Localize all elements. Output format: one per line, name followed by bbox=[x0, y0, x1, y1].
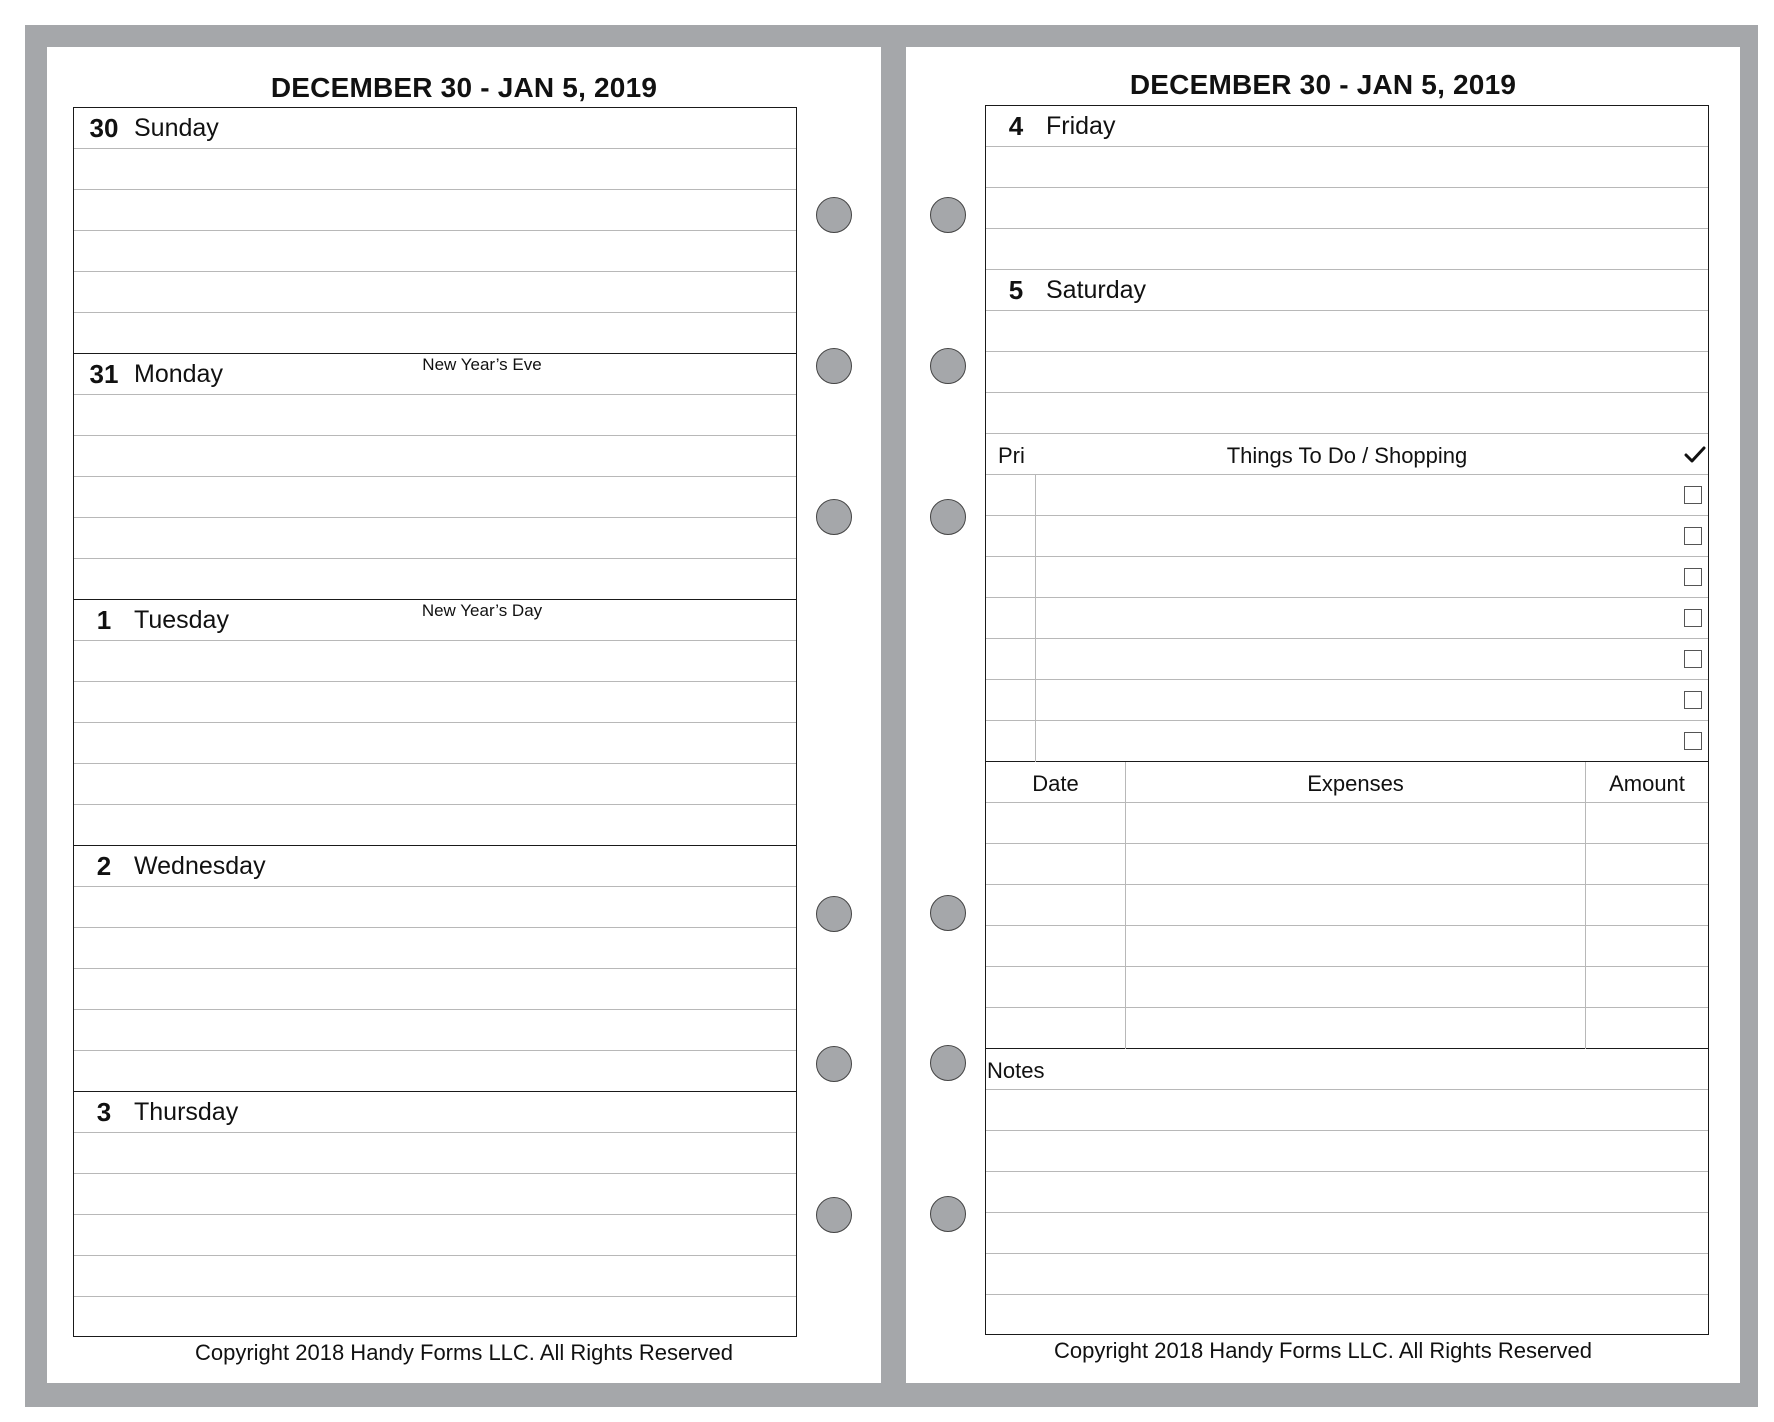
day-header bbox=[986, 106, 1708, 147]
todo-header bbox=[986, 434, 1708, 475]
right-section-grid bbox=[985, 105, 1709, 1335]
notes-line[interactable] bbox=[986, 1090, 1708, 1131]
writing-line bbox=[74, 272, 796, 313]
binder-hole-icon bbox=[816, 1197, 852, 1233]
checkbox-icon[interactable] bbox=[1684, 691, 1702, 709]
day-number: 1 bbox=[96, 604, 112, 635]
day-block-thursday bbox=[74, 1092, 796, 1338]
writing-line bbox=[74, 1215, 796, 1256]
todo-row bbox=[986, 516, 1708, 557]
day-number: 4 bbox=[1008, 110, 1024, 141]
writing-line bbox=[986, 147, 1708, 188]
amount-cell[interactable] bbox=[1586, 1008, 1708, 1049]
amount-column-header: Amount bbox=[1609, 771, 1685, 796]
date-cell[interactable] bbox=[986, 885, 1126, 925]
writing-line bbox=[74, 805, 796, 846]
binder-hole-icon bbox=[930, 348, 966, 384]
day-header bbox=[74, 846, 796, 887]
date-cell[interactable] bbox=[986, 844, 1126, 884]
writing-line bbox=[74, 723, 796, 764]
expense-cell[interactable] bbox=[1126, 885, 1586, 925]
binder-hole-icon bbox=[816, 896, 852, 932]
day-header bbox=[986, 270, 1708, 311]
day-block-wednesday bbox=[74, 846, 796, 1092]
todo-title: Things To Do / Shopping bbox=[1226, 443, 1468, 468]
day-number: 5 bbox=[1008, 274, 1024, 305]
checkbox-icon[interactable] bbox=[1684, 609, 1702, 627]
todo-row bbox=[986, 557, 1708, 598]
expense-cell[interactable] bbox=[1126, 844, 1586, 884]
expense-row bbox=[986, 1008, 1708, 1049]
writing-line bbox=[74, 969, 796, 1010]
amount-cell[interactable] bbox=[1586, 803, 1708, 843]
binder-hole-icon bbox=[930, 1045, 966, 1081]
writing-line bbox=[74, 190, 796, 231]
writing-line bbox=[74, 1133, 796, 1174]
priority-cell[interactable] bbox=[986, 639, 1036, 679]
writing-line bbox=[74, 641, 796, 682]
day-block-monday bbox=[74, 354, 796, 600]
day-header bbox=[74, 354, 796, 395]
day-header bbox=[74, 1092, 796, 1133]
date-cell[interactable] bbox=[986, 926, 1126, 966]
writing-line bbox=[74, 764, 796, 805]
writing-line bbox=[74, 928, 796, 969]
amount-cell[interactable] bbox=[1586, 926, 1708, 966]
writing-line bbox=[986, 229, 1708, 270]
expense-cell[interactable] bbox=[1126, 1008, 1586, 1049]
amount-cell[interactable] bbox=[1586, 885, 1708, 925]
priority-cell[interactable] bbox=[986, 598, 1036, 638]
day-name: Wednesday bbox=[134, 851, 266, 880]
todo-row bbox=[986, 680, 1708, 721]
notes-line[interactable] bbox=[986, 1295, 1708, 1336]
priority-cell[interactable] bbox=[986, 557, 1036, 597]
writing-line bbox=[74, 313, 796, 354]
writing-line bbox=[986, 188, 1708, 229]
checkbox-icon[interactable] bbox=[1684, 650, 1702, 668]
priority-cell[interactable] bbox=[986, 721, 1036, 762]
notes-line[interactable] bbox=[986, 1254, 1708, 1295]
todo-row bbox=[986, 721, 1708, 762]
binder-hole-icon bbox=[930, 1196, 966, 1232]
holiday-label: New Year’s Day bbox=[421, 601, 543, 620]
expense-row bbox=[986, 926, 1708, 967]
expenses-header-row bbox=[986, 762, 1708, 803]
checkbox-icon[interactable] bbox=[1684, 527, 1702, 545]
writing-line bbox=[74, 1297, 796, 1338]
checkmark-icon bbox=[1684, 440, 1706, 468]
expense-cell[interactable] bbox=[1126, 926, 1586, 966]
expense-row bbox=[986, 885, 1708, 926]
checkbox-icon[interactable] bbox=[1684, 568, 1702, 586]
day-name: Saturday bbox=[1046, 275, 1147, 304]
day-block-friday bbox=[986, 106, 1708, 270]
priority-cell[interactable] bbox=[986, 475, 1036, 515]
day-header bbox=[74, 108, 796, 149]
binder-hole-icon bbox=[816, 1046, 852, 1082]
writing-line bbox=[74, 436, 796, 477]
right-planner-page bbox=[906, 47, 1740, 1383]
writing-line bbox=[74, 1174, 796, 1215]
priority-cell[interactable] bbox=[986, 680, 1036, 720]
checkbox-icon[interactable] bbox=[1684, 486, 1702, 504]
day-number: 31 bbox=[89, 358, 119, 389]
binder-hole-icon bbox=[816, 197, 852, 233]
day-header bbox=[74, 600, 796, 641]
expense-row bbox=[986, 803, 1708, 844]
expenses-column-header: Expenses bbox=[1126, 762, 1586, 802]
writing-line bbox=[74, 477, 796, 518]
writing-line bbox=[74, 1256, 796, 1297]
day-name: Sunday bbox=[134, 113, 219, 142]
day-name: Friday bbox=[1046, 111, 1116, 140]
day-name: Monday bbox=[134, 359, 223, 388]
day-name: Thursday bbox=[134, 1097, 239, 1126]
notes-line[interactable] bbox=[986, 1213, 1708, 1254]
todo-row bbox=[986, 639, 1708, 680]
right-page-title: DECEMBER 30 - JAN 5, 2019 bbox=[1129, 69, 1517, 100]
expense-cell[interactable] bbox=[1126, 967, 1586, 1007]
holiday-label: New Year’s Eve bbox=[422, 355, 542, 374]
expense-row bbox=[986, 967, 1708, 1008]
day-number: 30 bbox=[89, 112, 119, 143]
day-block-sunday bbox=[74, 108, 796, 354]
expense-row bbox=[986, 844, 1708, 885]
date-cell[interactable] bbox=[986, 803, 1126, 843]
todo-section bbox=[986, 434, 1708, 762]
todo-row bbox=[986, 475, 1708, 516]
day-number: 2 bbox=[96, 850, 112, 881]
writing-line bbox=[74, 1010, 796, 1051]
writing-line bbox=[74, 559, 796, 600]
expenses-table bbox=[986, 762, 1708, 1049]
writing-line bbox=[986, 352, 1708, 393]
amount-cell[interactable] bbox=[1586, 967, 1708, 1007]
notes-section bbox=[986, 1049, 1708, 1336]
binder-hole-icon bbox=[930, 197, 966, 233]
writing-line bbox=[74, 518, 796, 559]
writing-line bbox=[986, 311, 1708, 352]
binder-hole-icon bbox=[816, 348, 852, 384]
priority-label: Pri bbox=[998, 443, 1025, 468]
binder-hole-icon bbox=[930, 499, 966, 535]
binder-hole-icon bbox=[816, 499, 852, 535]
writing-line bbox=[74, 887, 796, 928]
expense-cell[interactable] bbox=[1126, 803, 1586, 843]
day-number: 3 bbox=[96, 1096, 112, 1127]
date-column-header: Date bbox=[986, 762, 1126, 802]
left-copyright: Copyright 2018 Handy Forms LLC. All Rights Reserved bbox=[194, 1340, 734, 1365]
day-block-saturday bbox=[986, 270, 1708, 434]
notes-label: Notes bbox=[986, 1049, 1708, 1090]
right-copyright: Copyright 2018 Handy Forms LLC. All Rights Reserved bbox=[1053, 1338, 1593, 1363]
left-planner-page bbox=[47, 47, 881, 1383]
day-block-tuesday bbox=[74, 600, 796, 846]
writing-line bbox=[74, 395, 796, 436]
writing-line bbox=[74, 231, 796, 272]
writing-line bbox=[74, 682, 796, 723]
notes-line[interactable] bbox=[986, 1131, 1708, 1172]
date-cell[interactable] bbox=[986, 967, 1126, 1007]
notes-line[interactable] bbox=[986, 1172, 1708, 1213]
left-day-grid bbox=[73, 107, 797, 1337]
todo-row bbox=[986, 598, 1708, 639]
date-cell[interactable] bbox=[986, 1008, 1126, 1049]
writing-line bbox=[986, 393, 1708, 434]
writing-line bbox=[74, 1051, 796, 1092]
writing-line bbox=[74, 149, 796, 190]
left-page-title: DECEMBER 30 - JAN 5, 2019 bbox=[270, 72, 658, 103]
binder-hole-icon bbox=[930, 895, 966, 931]
checkbox-icon[interactable] bbox=[1684, 732, 1702, 750]
priority-cell[interactable] bbox=[986, 516, 1036, 556]
amount-cell[interactable] bbox=[1586, 844, 1708, 884]
day-name: Tuesday bbox=[134, 605, 229, 634]
